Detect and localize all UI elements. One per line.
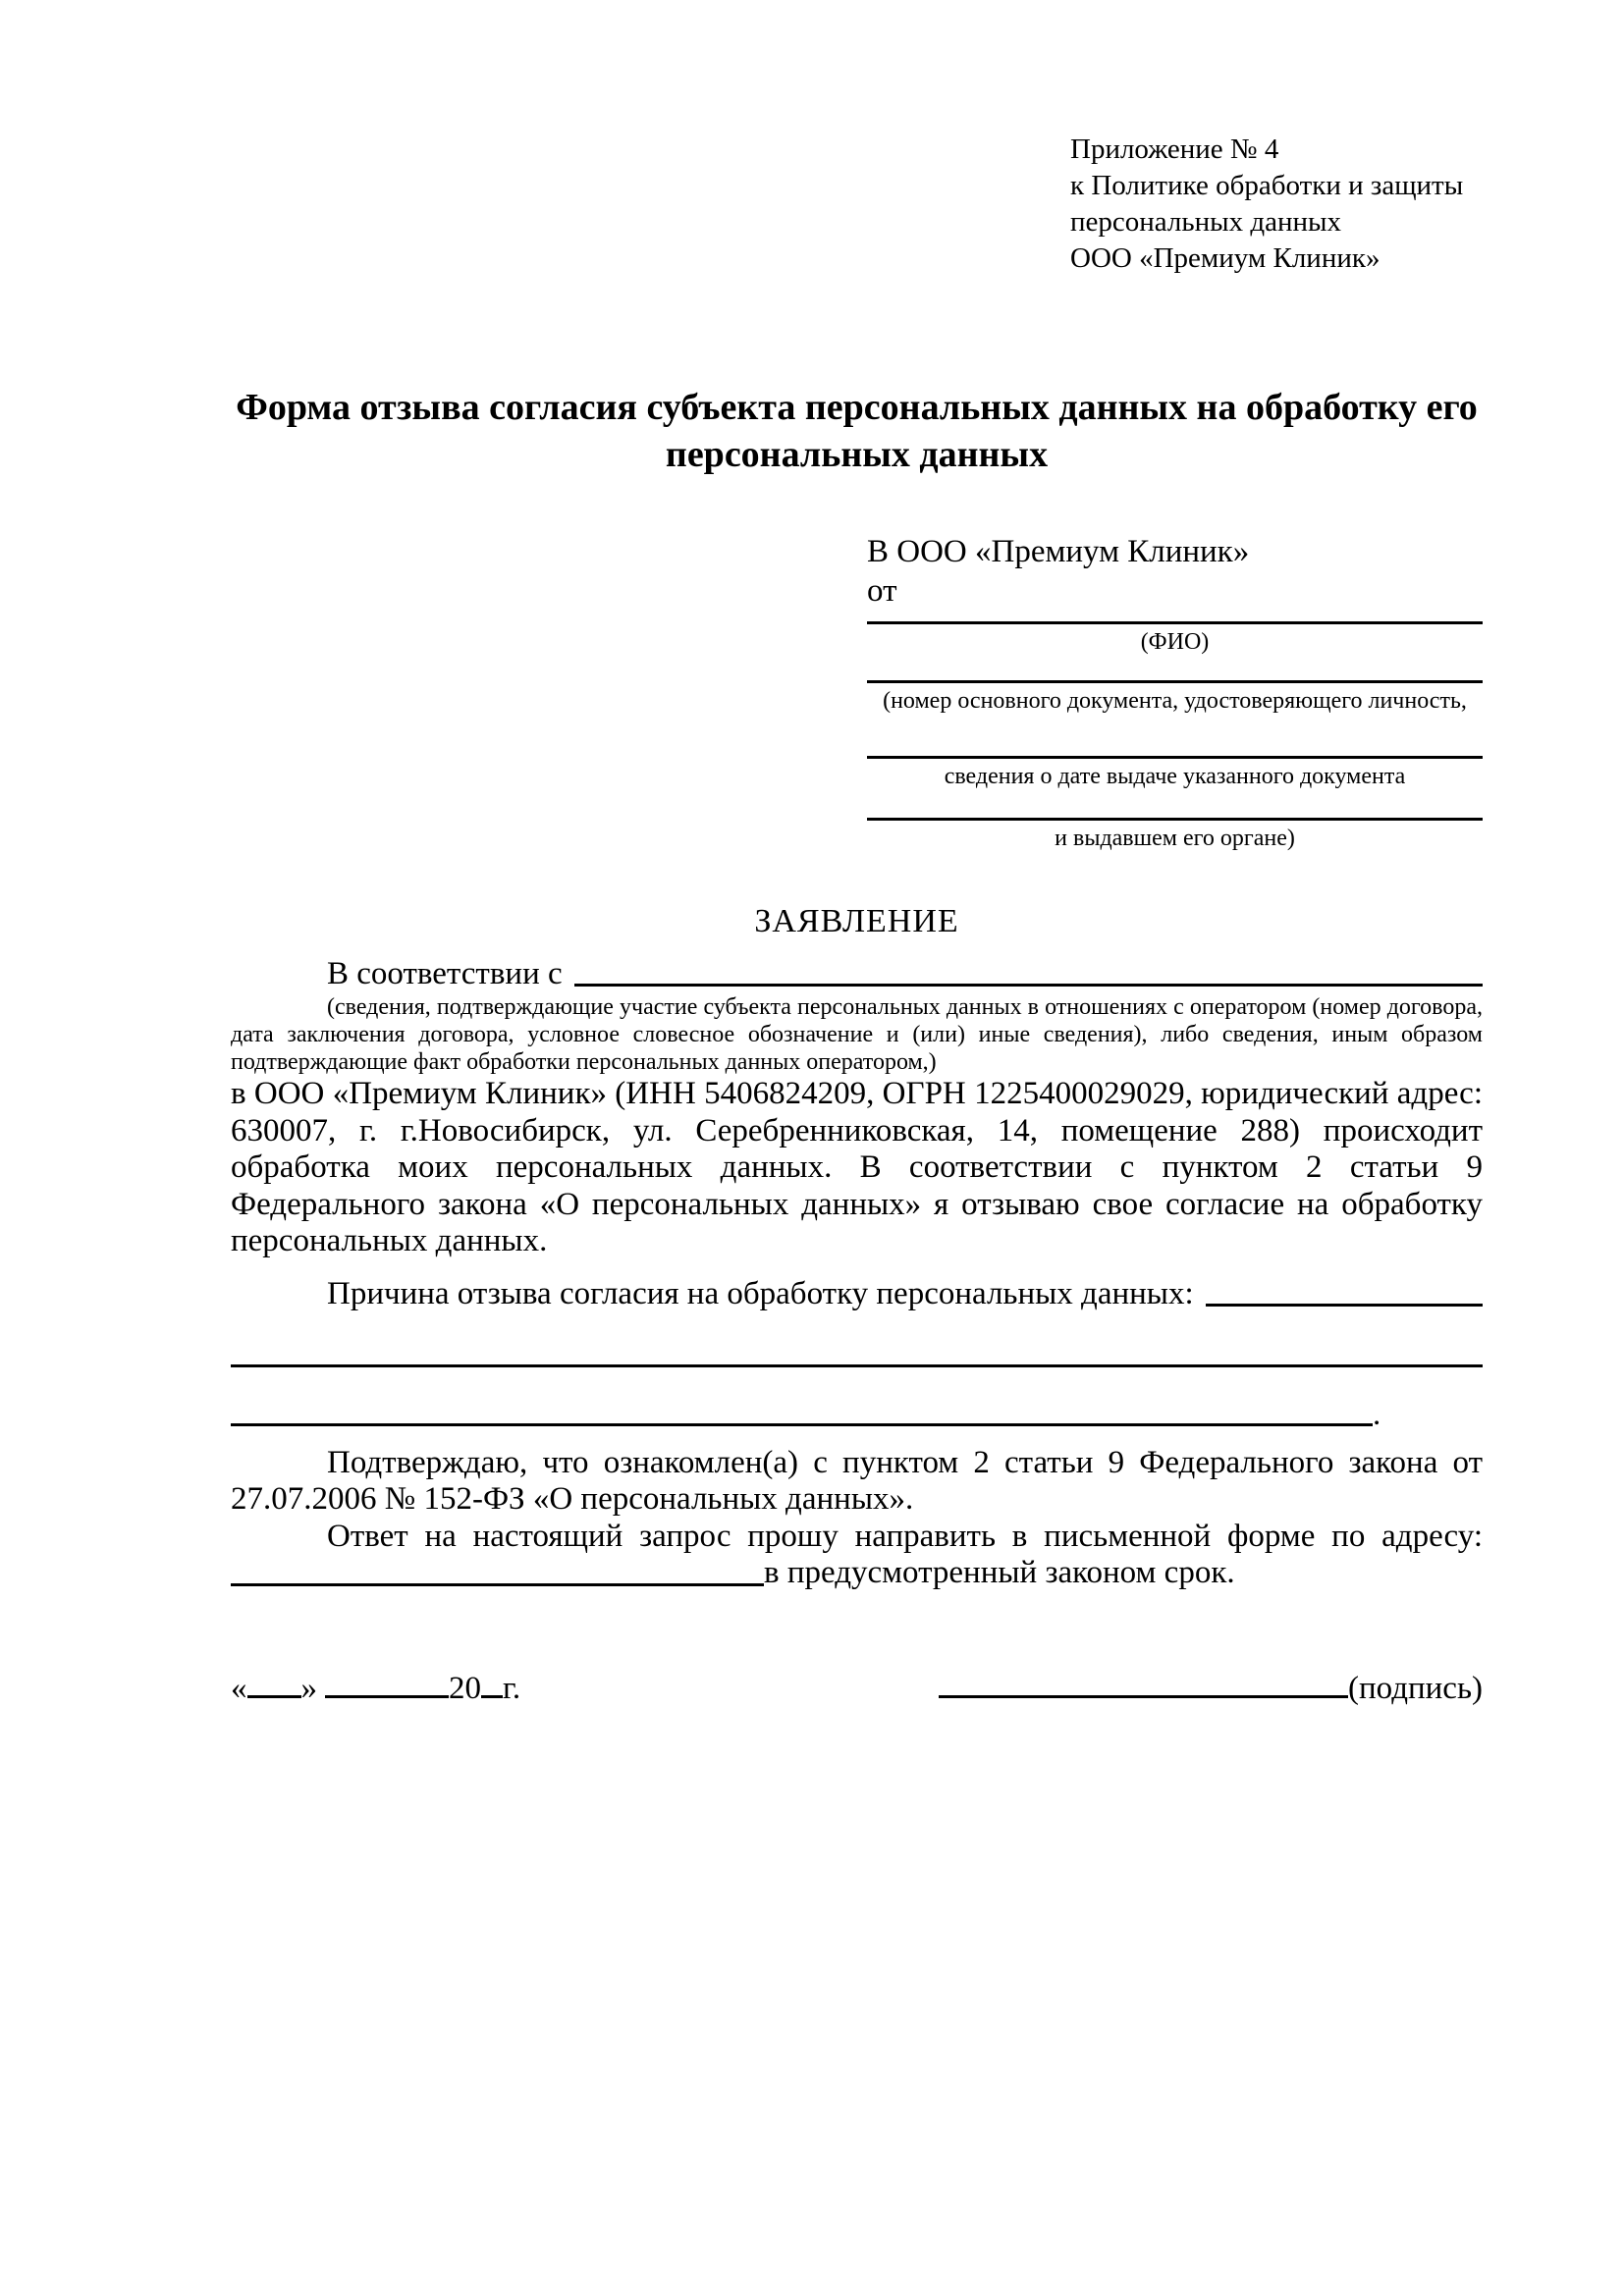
document-number-blank-line xyxy=(867,680,1483,683)
reason-blank-line xyxy=(1206,1274,1483,1307)
intro-blank-line xyxy=(574,954,1483,987)
statement-heading: ЗАЯВЛЕНИЕ xyxy=(754,903,959,939)
intro-row xyxy=(231,954,1483,993)
reply-address-row xyxy=(231,1555,1483,1592)
signature-label: (подпись) xyxy=(1348,1670,1483,1706)
issue-date-field-label: сведения о дате выдаче указанного документа xyxy=(944,764,1406,789)
statement-body: в ООО «Премиум Клиник» (ИНН 5406824209, ОГРН 1225400029029, юридический адрес: 630007, г. г.Новосибирск, ул. Серебренниковская, 14, помещение 288) происходит обработка моих персональных данных. В соответствии с пунктом 2 статьи 9 Федерального закона «О персональных данных» я отзываю свое согласие на обработку персональных данных. xyxy=(231,1076,1483,1259)
reason-blank-line-3 xyxy=(231,1397,1373,1426)
document-content xyxy=(231,0,1483,1708)
explanatory-note: (сведения, подтверждающие участие субъекта персональных данных в отношениях с оператором (номер договора, дата заключения договора, условное словесное обозначение и (или) иные сведения), либо сведения, иным образом подтверждающие факт обработки персональных данных оператором,) xyxy=(231,994,1483,1076)
signature-blank-line xyxy=(939,1695,1348,1698)
addressee-to: В ООО «Премиум Клиник» xyxy=(867,534,1250,569)
appendix-header-line: Приложение № 4 xyxy=(1070,133,1279,165)
fio-blank-line xyxy=(867,621,1483,624)
date-quote-open: « xyxy=(231,1670,247,1706)
intro-prefix: В соответствии с xyxy=(327,956,563,992)
appendix-header-line: персональных данных xyxy=(1070,206,1342,238)
date-day-blank xyxy=(247,1695,301,1698)
date-field xyxy=(231,1669,520,1708)
issuing-authority-blank-line xyxy=(867,818,1483,821)
appendix-header-line: к Политике обработки и защиты xyxy=(1070,170,1464,201)
date-month-blank xyxy=(325,1695,449,1698)
reason-blank-line-2 xyxy=(231,1364,1483,1367)
document-title: Форма отзыва согласия субъекта персональных данных на обработку его персональных данных xyxy=(236,387,1478,475)
issue-date-blank-line xyxy=(867,756,1483,759)
date-signature-row xyxy=(231,1669,1483,1708)
addressee-block xyxy=(867,532,1483,853)
reason-prefix: Причина отзыва согласия на обработку персональных данных: xyxy=(327,1275,1194,1311)
appendix-header-line: ООО «Премиум Клиник» xyxy=(1070,242,1380,274)
addressee-from: от xyxy=(867,573,897,609)
reason-blank-row-3 xyxy=(231,1397,1483,1433)
reason-row xyxy=(231,1274,1483,1313)
reason-line-period: . xyxy=(1373,1396,1381,1432)
document-number-field-label: (номер основного документа, удостоверяющего личность, xyxy=(883,688,1467,714)
date-year-suffix: г. xyxy=(503,1670,521,1706)
fio-field-label: (ФИО) xyxy=(1140,629,1210,655)
reply-suffix: в предусмотренный законом срок. xyxy=(764,1555,1235,1591)
issuing-authority-field-label: и выдавшем его органе) xyxy=(1055,826,1295,851)
confirmation-paragraph: Подтверждаю, что ознакомлен(а) с пунктом 2 статьи 9 Федерального закона от 27.07.2006 № 152-ФЗ «О персональных данных». xyxy=(231,1444,1483,1518)
signature-field xyxy=(939,1669,1483,1708)
reply-address-blank-line xyxy=(231,1555,764,1586)
date-year-prefix: 20 xyxy=(449,1670,481,1706)
date-quote-close: » xyxy=(300,1670,317,1706)
date-year-blank xyxy=(481,1695,503,1698)
reply-paragraph: Ответ на настоящий запрос прошу направить в письменной форме по адресу: xyxy=(327,1518,1483,1554)
